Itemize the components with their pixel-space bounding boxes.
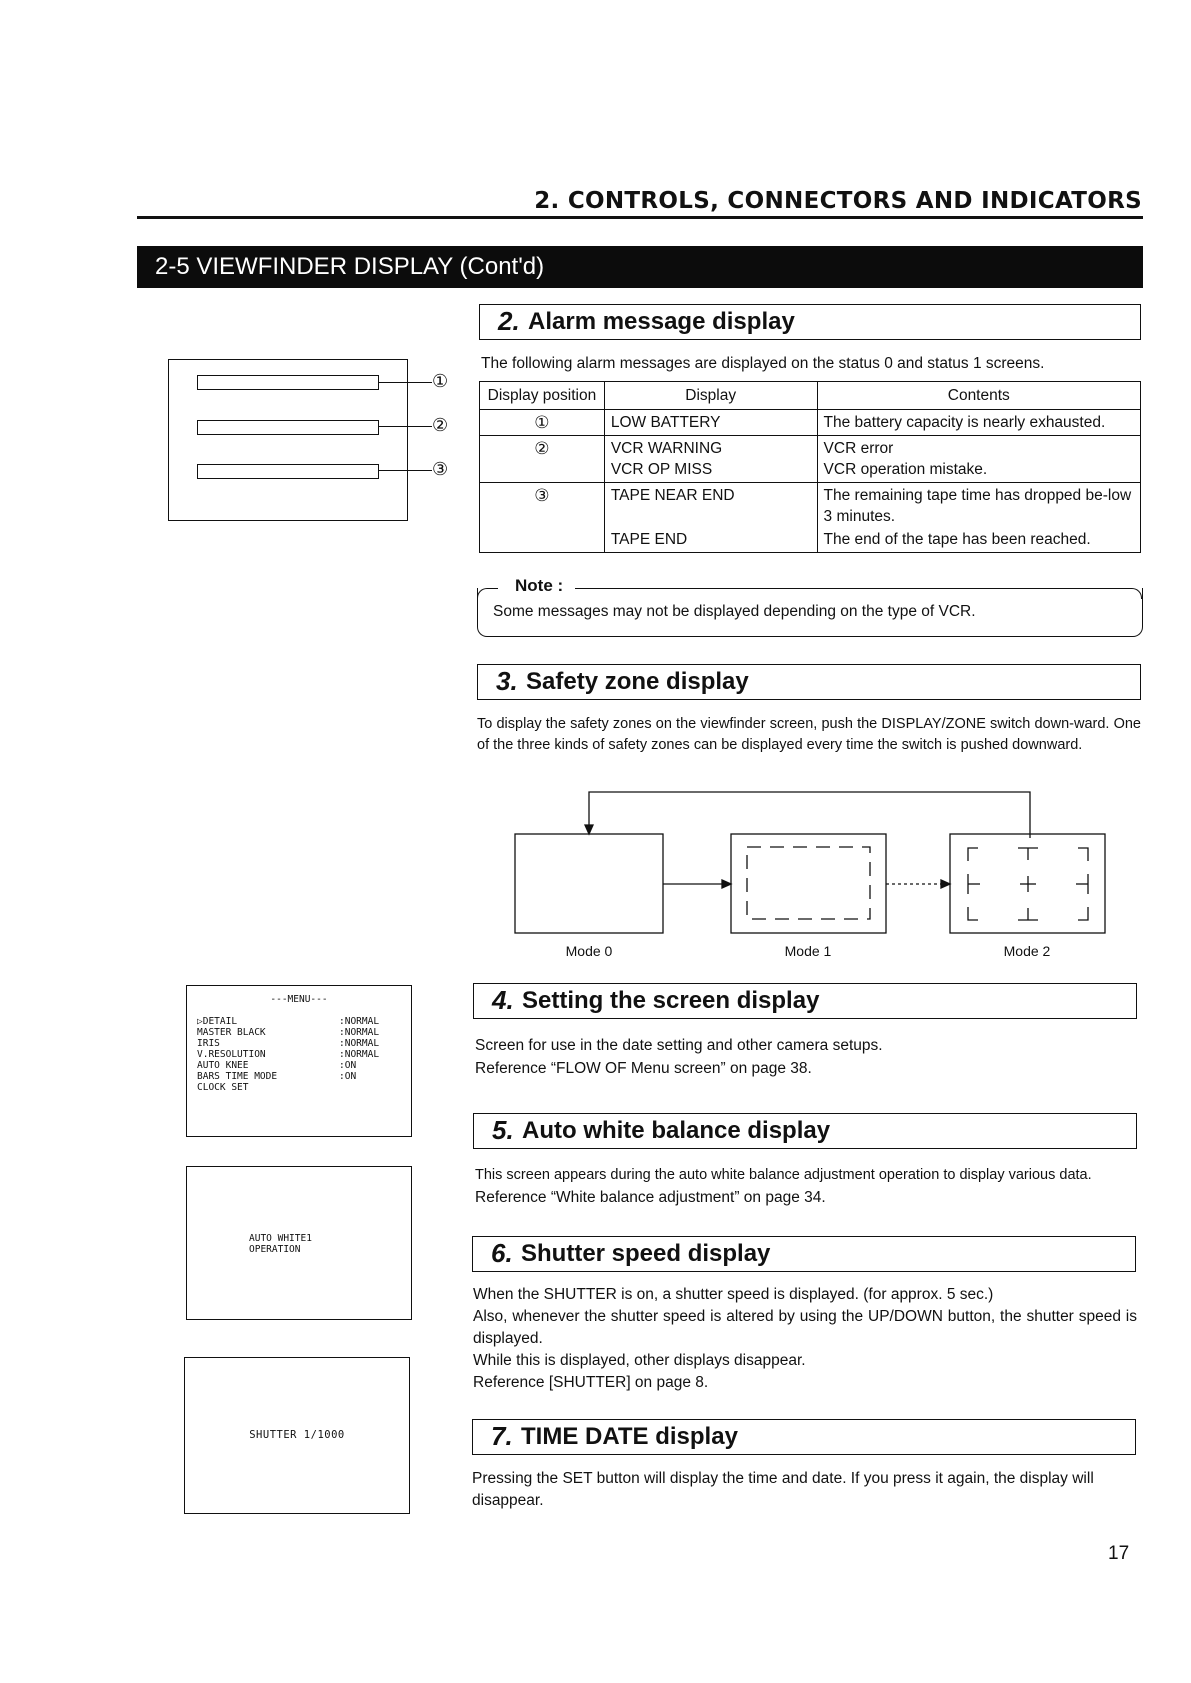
row2-contents-2: VCR operation mistake. (823, 461, 988, 478)
shutter-text-4: Reference [SHUTTER] on page 8. (473, 1374, 709, 1391)
row1-position: ① (480, 410, 605, 436)
menu-item-label: V.RESOLUTION (197, 1049, 266, 1060)
awb-section-number: 5. (492, 1115, 514, 1145)
menu-screen-title: ---MENU--- (270, 994, 328, 1005)
menu-item (197, 1027, 397, 1038)
alarm-slot-2 (197, 420, 379, 435)
header-display-position: Display position (480, 382, 605, 410)
mode2-corner-tl (968, 848, 978, 861)
setting-section-heading (473, 983, 1137, 1019)
mode1-box (731, 834, 886, 933)
connector-0-1-arrow (722, 880, 731, 888)
leader-line-1 (378, 382, 432, 383)
row2-display (604, 436, 817, 483)
mode2-label: Mode 2 (1003, 943, 1051, 959)
safety-section-number: 3. (496, 666, 518, 696)
shutter-text-1: When the SHUTTER is on, a shutter speed is displayed. (for approx. 5 sec.) (473, 1286, 994, 1303)
row1-contents: The battery capacity is nearly exhausted. (817, 410, 1140, 436)
shutter-section-title: Shutter speed display (521, 1240, 771, 1267)
note-border-left (477, 588, 498, 599)
header-display: Display (604, 382, 817, 410)
menu-item-value: :ON (339, 1071, 357, 1082)
alarm-intro: The following alarm messages are displayed on the status 0 and status 1 screens. (481, 355, 1045, 372)
safety-text: To display the safety zones on the viewfinder screen, push the DISPLAY/ZONE switch down-ward. One of the three kinds of safety zones can be displayed every time the switch is pushed downward. (477, 716, 1141, 753)
awb-text-1: This screen appears during the auto white balance adjustment operation to display various data. (475, 1167, 1092, 1183)
safety-section-title: Safety zone display (526, 668, 749, 695)
note-text: Some messages may not be displayed depending on the type of VCR. (493, 603, 976, 620)
shutter-text (473, 1284, 1137, 1394)
mode2-corner-tr (1078, 848, 1088, 861)
shutter-section-heading (472, 1236, 1136, 1272)
setting-text-1: Screen for use in the date setting and other camera setups. (475, 1037, 883, 1054)
row3-contents-2: The end of the tape has been reached. (823, 531, 1091, 548)
page-number: 17 (1108, 1543, 1130, 1564)
menu-item-value (339, 1082, 397, 1093)
loop-arrowhead (585, 825, 593, 834)
chapter-rule (137, 216, 1143, 219)
menu-item-label: MASTER BLACK (197, 1027, 266, 1038)
menu-item (197, 1016, 397, 1027)
timedate-text: Pressing the SET button will display the time and date. If you press it again, the display will disappear. (472, 1470, 1094, 1509)
safety-section-heading (477, 664, 1141, 700)
header-contents: Contents (817, 382, 1140, 410)
table-header-row (480, 382, 1141, 410)
menu-item (197, 1082, 397, 1093)
note-label: Note : (515, 576, 564, 595)
table-row (480, 483, 1141, 553)
row3-display (604, 483, 817, 553)
timedate-section-number: 7. (491, 1421, 513, 1451)
menu-item-label: ▷DETAIL (197, 1016, 238, 1027)
mode0-label: Mode 0 (565, 943, 613, 959)
menu-item (197, 1071, 397, 1082)
mode1-label: Mode 1 (784, 943, 832, 959)
row3-position: ③ (480, 483, 605, 553)
timedate-section-title: TIME DATE display (521, 1423, 738, 1450)
marker-1: ① (432, 371, 449, 391)
menu-screen-list (197, 1016, 397, 1093)
menu-item-value: :NORMAL (339, 1049, 380, 1060)
alarm-section-title: Alarm message display (528, 308, 795, 335)
table-row (480, 436, 1141, 483)
marker-3: ③ (432, 459, 449, 479)
alarm-slot-3 (197, 464, 379, 479)
row3-contents-1: The remaining tape time has dropped be-low 3 minutes. (823, 487, 1132, 525)
awb-screen-line-1: AUTO WHITE1 (249, 1233, 312, 1244)
note-border-right (575, 588, 1142, 599)
awb-text-2: Reference “White balance adjustment” on page 34. (475, 1189, 826, 1206)
shutter-text-3: While this is displayed, other displays disappear. (473, 1352, 806, 1369)
row2-contents-1: VCR error (823, 440, 894, 457)
menu-item-value: :ON (339, 1060, 357, 1071)
shutter-screen-diagram (184, 1357, 410, 1514)
awb-section-heading (473, 1113, 1137, 1149)
setting-section-number: 4. (492, 985, 514, 1015)
table-row (480, 410, 1141, 436)
alarm-section-number: 2. (498, 306, 520, 336)
menu-item-value: :NORMAL (339, 1027, 380, 1038)
row3-display-1: TAPE NEAR END (610, 487, 735, 504)
leader-line-2 (378, 426, 432, 427)
menu-item-label: AUTO KNEE (197, 1060, 249, 1071)
leader-line-3 (378, 470, 432, 471)
mode2-corner-br (1078, 907, 1088, 920)
row2-contents (817, 436, 1140, 483)
menu-item-label: IRIS (197, 1038, 220, 1049)
marker-2: ② (432, 415, 449, 435)
awb-screen-line-2: OPERATION (249, 1244, 301, 1255)
awb-section-title: Auto white balance display (522, 1117, 831, 1144)
row1-display: LOW BATTERY (604, 410, 817, 436)
menu-item (197, 1049, 397, 1060)
mode0-box (515, 834, 663, 933)
alarm-section-heading (479, 304, 1141, 340)
menu-item (197, 1060, 397, 1071)
setting-section-title: Setting the screen display (522, 987, 820, 1014)
row2-display-1: VCR WARNING (610, 440, 723, 457)
alarm-slot-1 (197, 375, 379, 390)
mode1-safety-frame (747, 847, 870, 919)
shutter-screen-text: SHUTTER 1/1000 (249, 1429, 345, 1441)
alarm-table (479, 381, 1141, 553)
timedate-section-heading (472, 1419, 1136, 1455)
row2-display-2: VCR OP MISS (610, 461, 713, 478)
menu-item-label: CLOCK SET (197, 1082, 249, 1093)
section-banner (137, 246, 1143, 288)
menu-item-value: :NORMAL (339, 1038, 380, 1049)
setting-text-2: Reference “FLOW OF Menu screen” on page 38. (475, 1060, 812, 1077)
row3-display-2: TAPE END (610, 531, 688, 548)
row3-contents (817, 483, 1140, 553)
menu-item-value: :NORMAL (339, 1016, 380, 1027)
menu-screen-diagram (186, 985, 412, 1137)
menu-item-label: BARS TIME MODE (197, 1071, 278, 1082)
loop-arrow-line (589, 792, 1030, 838)
section-banner-title: 2-5 VIEWFINDER DISPLAY (Cont'd) (155, 253, 545, 280)
awb-screen-diagram (186, 1166, 412, 1320)
mode2-corner-bl (968, 907, 978, 920)
connector-1-2-arrow (941, 880, 950, 888)
chapter-title: 2. CONTROLS, CONNECTORS AND INDICATORS (534, 188, 1142, 214)
shutter-text-2: Also, whenever the shutter speed is altered by using the UP/DOWN button, the shutter speed is displayed. (473, 1308, 1137, 1347)
menu-item (197, 1038, 397, 1049)
shutter-section-number: 6. (491, 1238, 513, 1268)
alarm-viewfinder-diagram (168, 359, 408, 521)
row2-position: ② (480, 436, 605, 483)
